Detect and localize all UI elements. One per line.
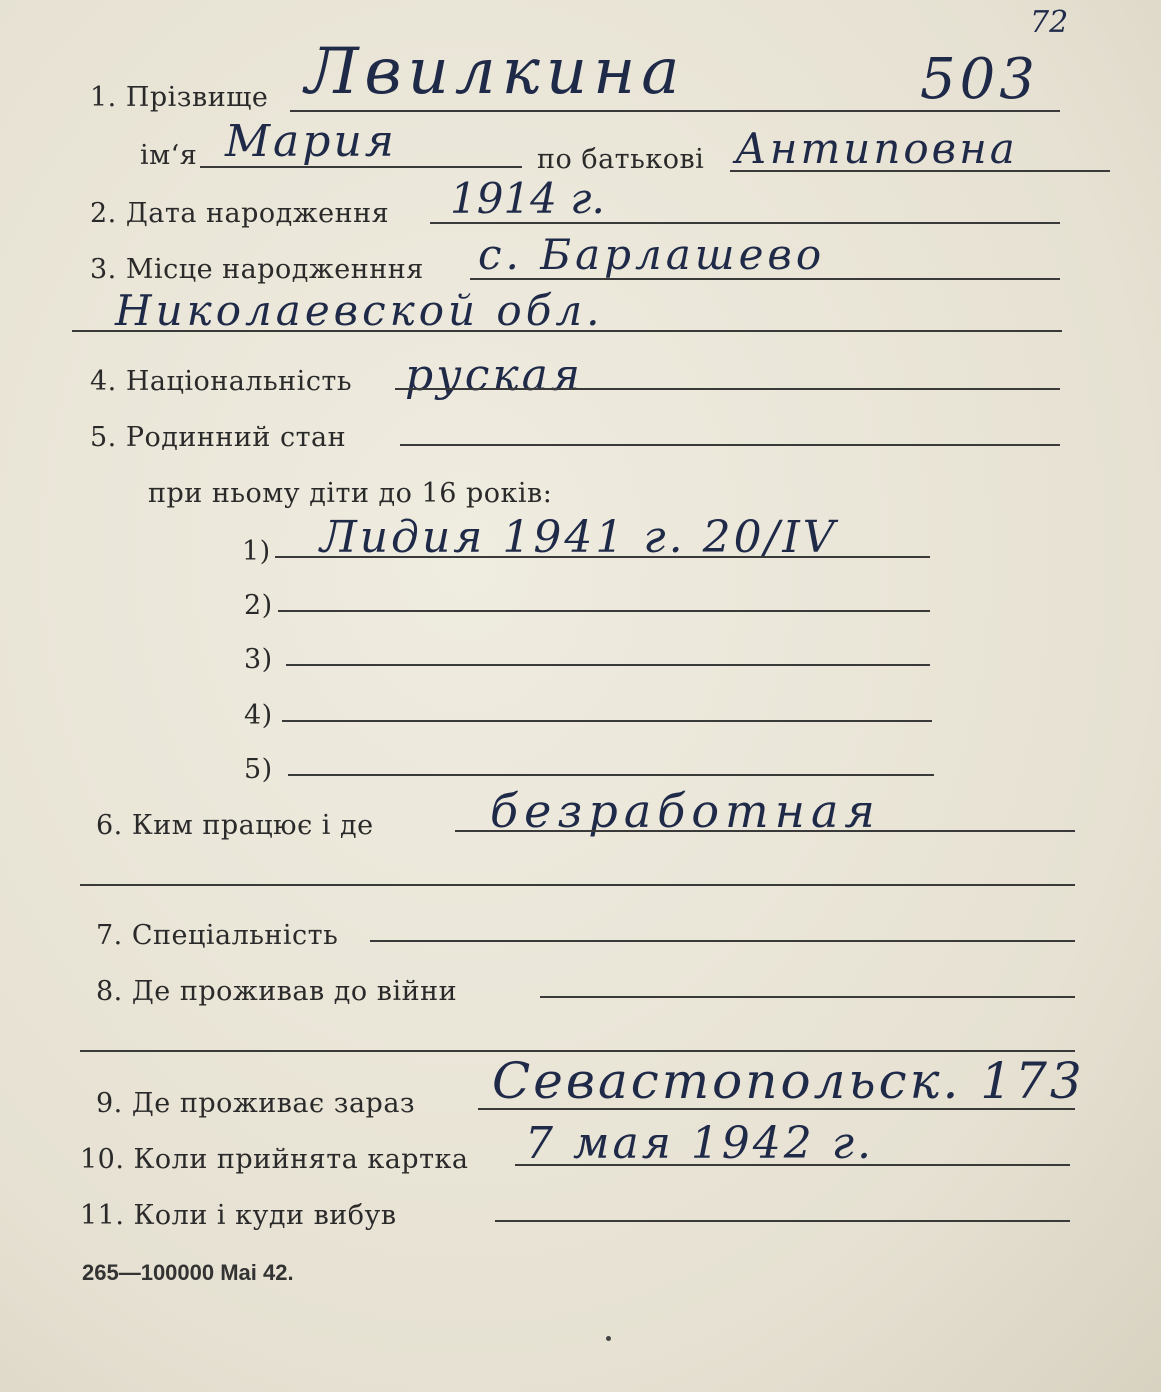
- child-5-label: 5): [244, 754, 273, 785]
- child-3-line: [286, 664, 930, 666]
- prewar-residence-line1: [540, 996, 1075, 998]
- current-residence-value: Севастопольск. 173: [492, 1052, 1085, 1110]
- birthplace-line1-value: с. Барлашево: [478, 230, 826, 279]
- birthdate-value: 1914 г.: [450, 174, 605, 223]
- child-2-label: 2): [244, 590, 273, 621]
- name-line: [200, 166, 522, 168]
- patronymic-value: Антиповна: [735, 124, 1018, 173]
- field-speciality-label: 7. Спеціальність: [96, 920, 339, 951]
- field-surname-label: 1. Прізвище: [90, 82, 269, 113]
- nationality-line: [395, 388, 1060, 390]
- field-birthplace-label: 3. Місце народженння: [90, 254, 424, 285]
- child-1-value: Лидия 1941 г. 20/IV: [320, 512, 838, 563]
- children-label: при ньому діти до 16 років:: [148, 478, 553, 509]
- paper-spot: [606, 1336, 611, 1341]
- child-5-line: [288, 774, 934, 776]
- child-2-line: [278, 610, 930, 612]
- card-number-value: 503: [920, 47, 1039, 112]
- child-1-line: [275, 556, 930, 558]
- field-patronymic-label: по батькові: [537, 144, 705, 175]
- birthplace-line1: [470, 278, 1060, 280]
- patronymic-line: [730, 170, 1110, 172]
- field-card-date-label: 10. Коли прийнята картка: [80, 1144, 469, 1175]
- field-occupation-label: 6. Ким працює і де: [96, 810, 374, 841]
- card-date-line: [515, 1164, 1070, 1166]
- print-run-footer: 265—100000 Mai 42.: [82, 1260, 294, 1285]
- child-4-label: 4): [244, 700, 273, 731]
- occupation-line1: [455, 830, 1075, 832]
- marital-line: [400, 444, 1060, 446]
- field-name-label: ім‘я: [140, 140, 198, 171]
- field-departure-label: 11. Коли і куди вибув: [80, 1200, 397, 1231]
- child-4-line: [282, 720, 932, 722]
- surname-line: [290, 110, 1060, 112]
- departure-line: [495, 1220, 1070, 1222]
- field-marital-label: 5. Родинний стан: [90, 422, 347, 453]
- corner-mark: 72: [1030, 5, 1069, 40]
- occupation-line2: [80, 884, 1075, 886]
- surname-value: Лвилкина: [305, 35, 686, 109]
- birthdate-line: [430, 222, 1060, 224]
- speciality-line: [370, 940, 1075, 942]
- name-value: Мария: [225, 116, 397, 167]
- birthplace-line2: [72, 330, 1062, 332]
- nationality-value: руская: [405, 350, 583, 401]
- field-prewar-residence-label: 8. Де проживав до війни: [96, 976, 458, 1007]
- occupation-value: безработная: [490, 784, 881, 838]
- current-residence-line: [478, 1108, 1075, 1110]
- child-3-label: 3): [244, 644, 273, 675]
- card-date-value: 7 мая 1942 г.: [525, 1118, 874, 1169]
- child-1-label: 1): [242, 536, 271, 567]
- birthplace-line2-value: Николаевской обл.: [115, 286, 604, 335]
- field-current-residence-label: 9. Де проживає зараз: [96, 1088, 416, 1119]
- field-birthdate-label: 2. Дата народження: [90, 198, 390, 229]
- field-nationality-label: 4. Національність: [90, 366, 353, 397]
